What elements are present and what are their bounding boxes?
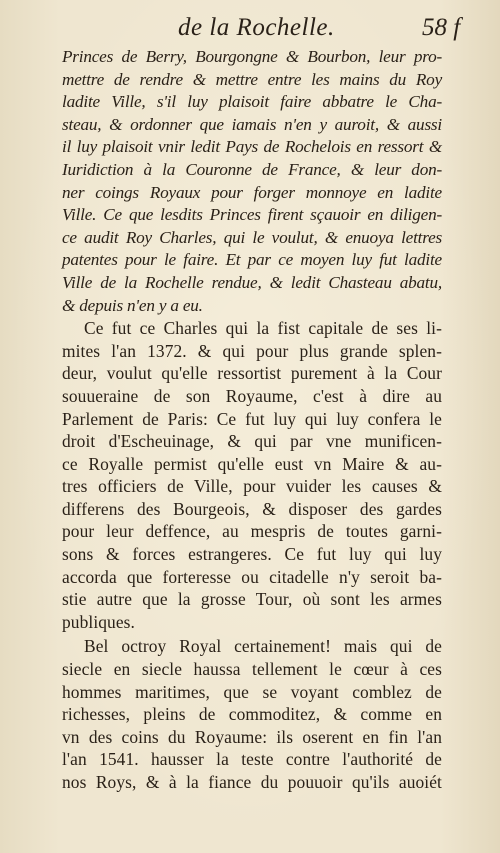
text-line: Iuridiction à la Couronne de France, & leur don-	[62, 159, 442, 179]
text-line: souueraine de son Royaume, c'est à dire au	[62, 385, 442, 406]
text-line: il luy plaisoit vnir ledit Pays de Rochelois en ressort &	[62, 137, 442, 157]
text-line: hommes maritimes, que se voyant comblez de	[62, 681, 442, 702]
text-line: Ville. Ce que lesdits Princes firent sçauoir en diligen-	[62, 205, 442, 225]
text-line: ce audit Roy Charles, qui le voulut, & enuoya lettres	[62, 227, 442, 247]
roman-paragraph-2	[62, 635, 442, 793]
text-line: deur, voulut qu'elle ressortist purement à la Cour	[62, 363, 442, 384]
text-line: ce Royalle permist qu'elle eust vn Maire & au-	[62, 453, 442, 474]
text-line: siecle en siecle haussa tellement le cœur à ces	[62, 659, 442, 680]
text-line: vn des coins du Royaume: ils oserent en fin l'an	[62, 726, 442, 747]
text-block	[62, 46, 442, 794]
text-line: mites l'an 1372. & qui pour plus grande splen-	[62, 340, 442, 361]
roman-paragraph-1	[62, 317, 442, 633]
text-line: Princes de Berry, Bourgongne & Bourbon, leur pro-	[62, 47, 442, 66]
text-line: l'an 1541. hausser la teste contre l'authorité de	[62, 749, 442, 770]
italic-paragraph	[62, 46, 442, 317]
running-head	[0, 14, 500, 44]
text-line: steau, & ordonner que iamais n'en y auroit, & aussi	[62, 114, 442, 134]
text-line: patentes pour le faire. Et par ce moyen luy fut ladite	[62, 250, 442, 270]
text-line: mettre de rendre & mettre entre les mains du Roy	[62, 69, 442, 89]
text-line: ner coings Royaux pour forger monnoye en ladite	[62, 182, 442, 202]
folio-number: 58 f	[422, 14, 461, 41]
text-line: Parlement de Paris: Ce fut luy qui luy confera le	[62, 408, 442, 429]
text-line: sons & forces estrangeres. Ce fut luy qui luy	[62, 544, 442, 565]
text-line: & depuis n'en y a eu.	[62, 295, 203, 315]
text-line: tres officiers de Ville, pour vuider les causes &	[62, 476, 442, 497]
text-line: differens des Bourgeois, & disposer des gardes	[62, 498, 442, 519]
text-line: Ce fut ce Charles qui la fist capitale de ses li-	[84, 318, 442, 339]
text-line: Ville de la Rochelle rendue, & ledit Chasteau abatu,	[62, 272, 442, 292]
text-line: publiques.	[62, 611, 135, 632]
text-line: nos Roys, & à la fiance du pouuoir qu'ils auoiét	[62, 772, 442, 792]
text-line: stie autre que la grosse Tour, où sont les armes	[62, 589, 442, 610]
text-line: ladite Ville, s'il luy plaisoit faire abbatre le Cha-	[62, 92, 442, 112]
text-line: richesses, pleins de commoditez, & comme en	[62, 704, 442, 725]
text-line: accorda que forteresse ou citadelle n'y seroit ba-	[62, 566, 442, 587]
text-line: Bel octroy Royal certainement! mais qui de	[84, 636, 442, 657]
text-line: pour leur deffence, au mespris de toutes garni-	[62, 521, 442, 542]
text-line: droit d'Escheuinage, & qui par vne munificen-	[62, 431, 442, 452]
running-head-title: de la Rochelle.	[178, 14, 335, 41]
